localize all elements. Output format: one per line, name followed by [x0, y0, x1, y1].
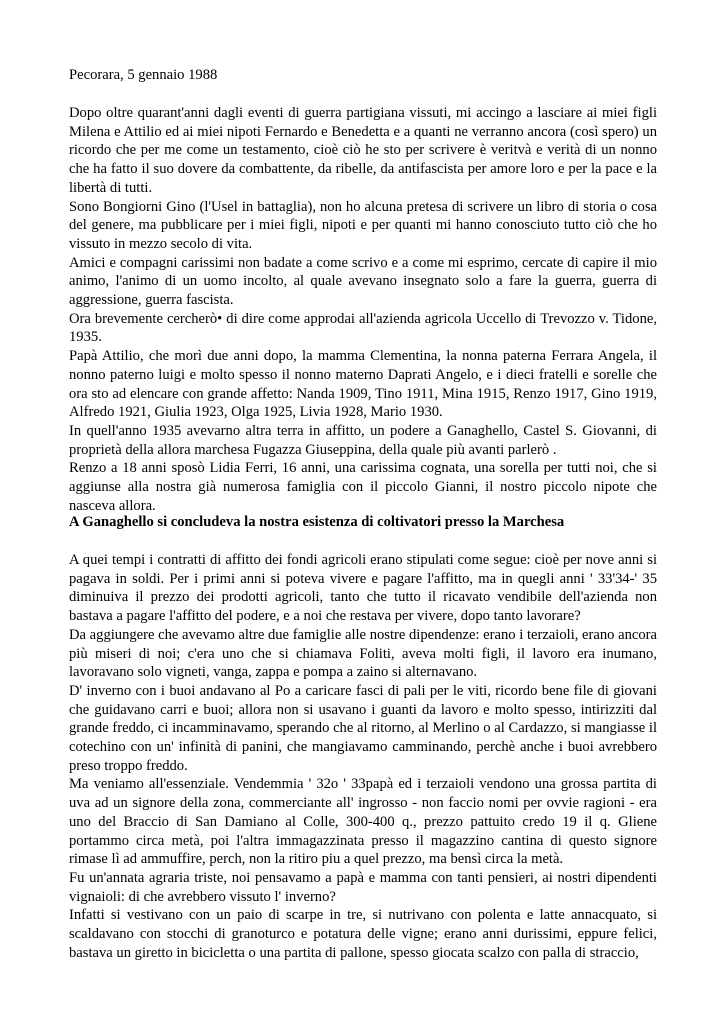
paragraph-terzaioli: Da aggiungere che avevamo altre due famiglie alle nostre dipendenze: erano i terzaioli, erano ancora più miseri di noi; c'era uno che si chiamava Foliti, aveva molti figli, il lavoro era inumano, lavoravano solo vigneti, vanga, zappa e pompa a zaino si alternavano.: [69, 626, 657, 681]
paragraph-renzo: Renzo a 18 anni sposò Lidia Ferri, 16 anni, una carissima cognata, una sorella per tutti noi, che si aggiunse alla nostra già numerosa famiglia con il piccolo Gianni, il nostro piccolo nipote che nasceva allora.: [69, 460, 657, 514]
section-heading: A Ganaghello si concludeva la nostra esistenza di coltivatori presso la Marchesa: [69, 514, 565, 530]
paragraph-testament: Dopo oltre quarant'anni dagli eventi di guerra partigiana vissuti, mi accingo a lasciare ai miei figli Milena e Attilio ed ai miei nipoti Fernardo e Benedetta e a quanti ne verranno ancora (così spero) un ricordo che per me come un testamento, cioè ciò he sto per scrivere è veritvà e verità di un nonno che ha fatto il suo dovere da combattente, da ribelle, da antifascista per amore loro e per la pace e la libertà di tutti.: [69, 105, 657, 196]
paragraph-contracts: A quei tempi i contratti di affitto dei fondi agricoli erano stipulati come segue: cioè per nove anni si pagava in soldi. Per i primi anni si poteva vivere e pagare l'affitto, ma in quegli anni ' 33'34-' 35 diminuiva il prezzo dei prodotti agricoli, tanto che tutto il ricavato vendibile dell'azienda non bastava a pagare l'affitto del podere, e a noi che restava per vivere, dopo tanto lavorare?: [69, 552, 657, 625]
paragraph-winter: D' inverno con i buoi andavano al Po a caricare fasci di pali per le viti, ricordo bene file di giovani che guidavano carri e buoi; allora non si usavano i guanti da lavoro e molto spesso, intirizziti dal grande freddo, ci incamminavamo, sperando che al ritorno, al Merlino o al Cardazzo, si mangiasse il cotechino con un' infinità di panini, che mangiavamo camminando, perchè anche i buoi avrebbero preso troppo freddo.: [69, 682, 657, 774]
main-section: [69, 551, 657, 962]
paragraph-family: Papà Attilio, che morì due anni dopo, la mamma Clementina, la nonna paterna Ferrara Angela, il nonno paterno luigi e molto spesso il nonno materno Daprati Angelo, e i dieci fratelli e sorelle che ora sto ad elencare con grande affetto: Nanda 1909, Tino 1911, Mina 1915, Renzo 1917, Gino 1919, Alfredo 1921, Giulia 1923, Olga 1925, Livia 1928, Mario 1930.: [69, 348, 657, 421]
paragraph-ganaghello: In quell'anno 1935 avevarno altra terra in affitto, un podere a Ganaghello, Castel S. Giovanni, di proprietà della allora marchesa Fugazza Giuseppina, della quale più avanti parlerò .: [69, 422, 657, 458]
paragraph-sad-year: Fu un'annata agraria triste, noi pensavamo a papà e mamma con tanti pensieri, ai nostri dipendenti vignaioli: di che avrebbero vissuto l' inverno?: [69, 869, 657, 905]
paragraph-friends: Amici e compagni carissimi non badate a come scrivo e a come mi esprimo, cercate di capire il mio animo, l'animo di un uomo incolto, al quale avevano insegnato solo a fare la guerra, guerra di aggressione, guerra fascista.: [69, 254, 657, 309]
paragraph-arrival: Ora brevemente cercherò• di dire come approdai all'azienda agricola Uccello di Trevozzo v. Tidone, 1935.: [69, 310, 657, 346]
date-line: Pecorara, 5 gennaio 1988: [69, 67, 218, 83]
paragraph-author-intro: Sono Bongiorni Gino (l'Usel in battaglia), non ho alcuna pretesa di scrivere un libro di storia o cosa del genere, ma pubblicare per i miei figli, nipoti e per quanti mi hanno conosciuto tutto ciò che ho vissuto in mezzo secolo di vita.: [69, 198, 657, 252]
paragraph-hard-years: Infatti si vestivano con un paio di scarpe in tre, si nutrivano con polenta e latte annacquato, si scaldavano con stocchi di granoturco e potatura delle vigne; erano anni durissimi, eppure felici, bastava un giretto in bicicletta o una partita di pallone, spesso giocata scalzo con palla di straccio,: [69, 907, 657, 961]
paragraph-vendemmia: Ma veniamo all'essenziale. Vendemmia ' 32o ' 33papà ed i terzaioli vendono una grossa partita di uva ad un signore della zona, commerciante all' ingrosso - non faccio nomi per ovvie ragioni - era uno del Braccio di San Damiano al Colle, 300-400 q., prezzo pattuito credo 19 il q. Gliene portammo circa metà, poi l'altra immagazzinata presso il magazzino cantina di questo signore rimase lì ad ammuffire, perch, non la ritiro piu a quel prezzo, ma bensì circa la metà.: [69, 776, 657, 868]
intro-section: [69, 104, 657, 515]
